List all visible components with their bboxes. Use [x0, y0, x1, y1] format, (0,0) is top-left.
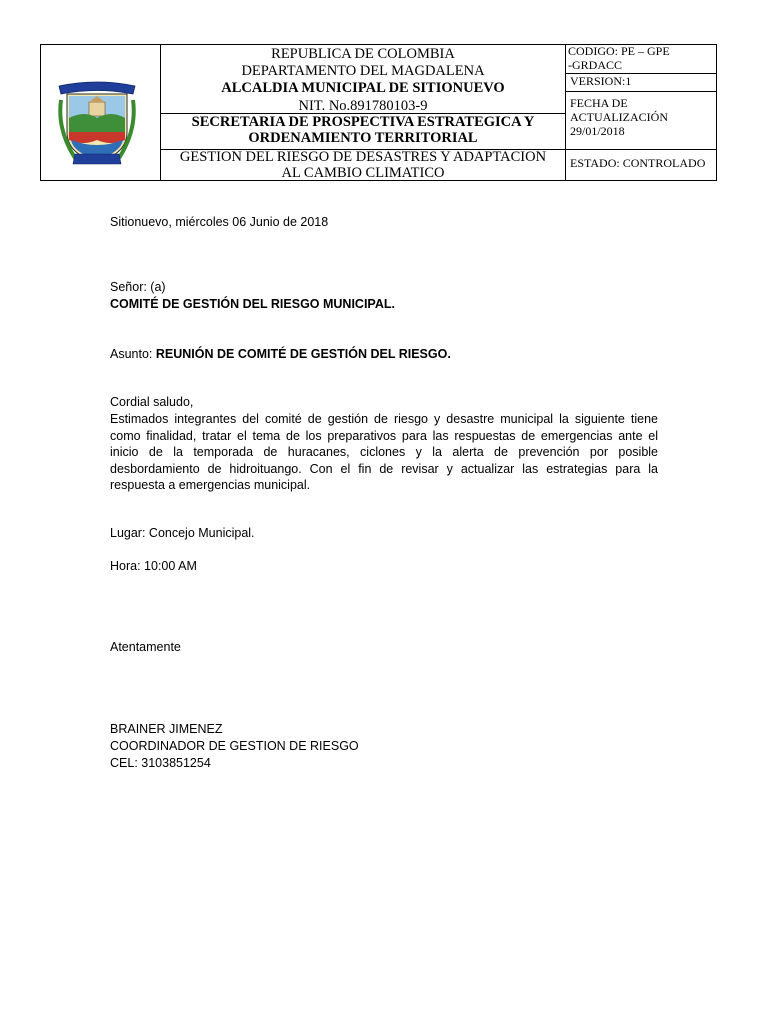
estado-label: ESTADO: CONTROLADO: [570, 156, 706, 170]
fecha-line-1: FECHA DE: [570, 96, 628, 110]
nit-line: NIT. No.891780103-9: [298, 98, 428, 114]
divider: [566, 149, 716, 150]
gestion-line-1: GESTION DEL RIESGO DE DESASTRES Y ADAPTACION: [179, 149, 547, 165]
divider: [566, 91, 716, 92]
gestion-line-2: AL CAMBIO CLIMATICO: [281, 165, 445, 181]
salutation-to: Señor: (a): [110, 280, 166, 294]
subject-label: Asunto:: [110, 347, 156, 361]
lugar-line: Lugar: Concejo Municipal.: [110, 526, 255, 540]
secretaria-line-1: SECRETARIA DE PROSPECTIVA ESTRATEGICA Y: [191, 114, 535, 130]
secretaria-line-2: ORDENAMIENTO TERRITORIAL: [248, 130, 478, 146]
subject-line: [110, 346, 658, 363]
header-metadata-cell: [566, 45, 716, 180]
municipal-coat-of-arms-logo: [55, 80, 139, 166]
fecha-line-2: ACTUALIZACIÓN: [570, 110, 668, 124]
signer-title: COORDINADOR DE GESTION DE RIESGO: [110, 739, 359, 753]
closing: Atentamente: [110, 640, 181, 654]
codigo-line-1: CODIGO: PE – GPE: [568, 44, 670, 58]
alcaldia-line: ALCALDIA MUNICIPAL DE SITIONUEVO: [221, 80, 505, 96]
version-label: VERSION:1: [570, 74, 632, 88]
department-line: DEPARTAMENTO DEL MAGDALENA: [241, 63, 485, 79]
hora-line: Hora: 10:00 AM: [110, 559, 197, 573]
place-date: Sitionuevo, miércoles 06 Junio de 2018: [110, 215, 329, 229]
signer-phone: CEL: 3103851254: [110, 756, 211, 770]
greeting: Cordial saludo,: [110, 395, 194, 409]
logo-cell: [41, 45, 161, 180]
document-header-table: [40, 44, 717, 181]
fecha-date: 29/01/2018: [570, 124, 625, 138]
codigo-line-2: -GRDACC: [568, 58, 623, 72]
subject: REUNIÓN DE COMITÉ DE GESTIÓN DEL RIESGO.: [155, 347, 451, 361]
country-line: REPUBLICA DE COLOMBIA: [271, 46, 455, 62]
recipient: COMITÉ DE GESTIÓN DEL RIESGO MUNICIPAL.: [110, 297, 395, 311]
header-title-cell: [161, 45, 566, 180]
letter-body-paragraph: Estimados integrantes del comité de gestión de riesgo y desastre municipal la siguiente tiene como finalidad, tratar el tema de los preparativos para las respuestas de emergencias ante el inicio de la temporada de huracanes, ciclones y la alerta de prevención por posible desbordamiento de hidroituango. Con el fin de revisar y actualizar las estrategias para la respuesta a emergencias municipal.: [110, 412, 658, 492]
signer-name: BRAINER JIMENEZ: [110, 722, 223, 736]
